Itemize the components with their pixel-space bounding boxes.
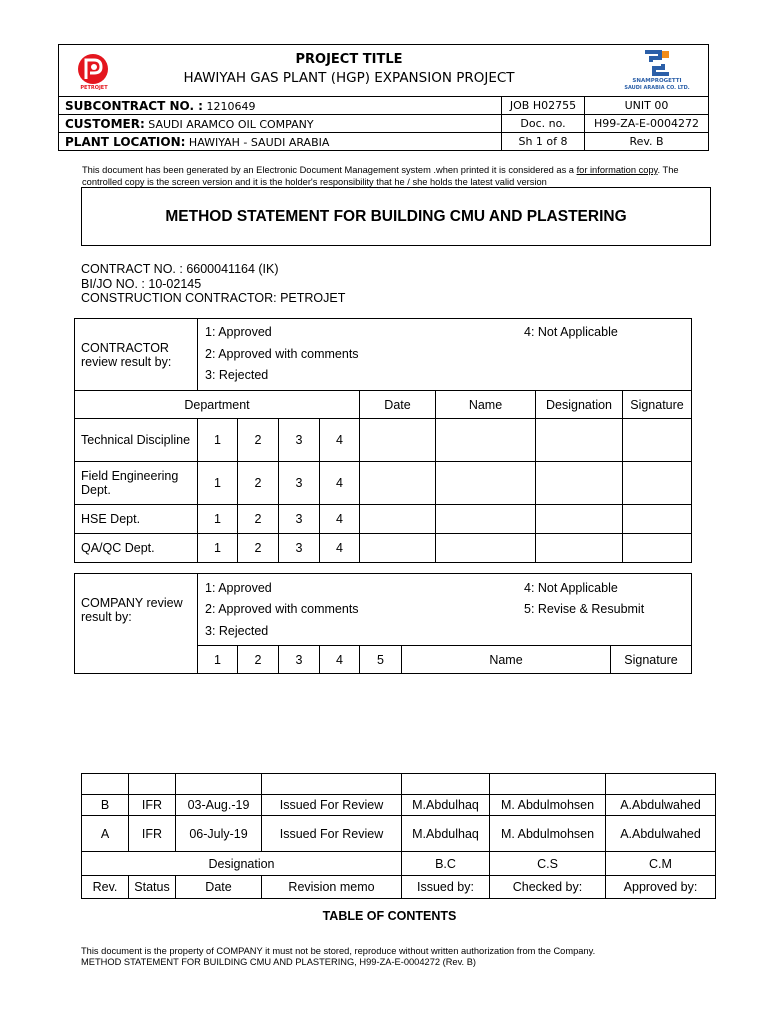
signature-cell[interactable] [623,534,692,563]
date-cell[interactable] [360,462,436,505]
code-4: 4 [320,534,360,563]
rev-date: 06-July-19 [176,816,262,852]
col-checked-by: Checked by: [490,876,606,899]
date-cell[interactable] [360,534,436,563]
subcontract-label: SUBCONTRACT NO. : [65,98,203,113]
table-row [75,534,692,563]
table-row [75,505,692,534]
company-opt-revise-resubmit: 5: Revise & Resubmit [524,602,645,616]
table-row [75,462,692,505]
subcontract-value: 1210649 [206,99,256,113]
company-code-2: 2 [238,646,279,674]
dept-hse: HSE Dept. [75,505,198,534]
company-opt-approved: 1: Approved [205,581,272,595]
col-approved-by: Approved by: [606,876,716,899]
contract-number: CONTRACT NO. : 6600041164 (IK) [81,262,279,276]
name-cell[interactable] [436,462,536,505]
contractor-opt-rejected: 3: Rejected [205,368,269,382]
designation-cell[interactable] [536,419,623,462]
edms-notice [82,164,714,188]
rev-checked-by: M. Abdulmohsen [490,816,606,852]
code-4: 4 [320,419,360,462]
designation-cell[interactable] [536,505,623,534]
subcontract-cell [59,97,502,115]
name-cell[interactable] [436,505,536,534]
code-1: 1 [198,462,238,505]
company-opt-not-applicable: 4: Not Applicable [524,581,618,595]
name-cell[interactable] [436,419,536,462]
document-title: METHOD STATEMENT FOR BUILDING CMU AND PLASTERING [165,208,627,225]
company-code-1: 1 [198,646,238,674]
col-signature: Signature [623,391,692,419]
snamprogetti-logo-line2: SAUDI ARABIA CO. LTD. [624,85,690,91]
bijo-number: BI/JO NO. : 10-02145 [81,276,202,291]
contractor-options-cell [198,319,692,391]
signature-cell[interactable] [623,419,692,462]
project-name: HAWIYAH GAS PLANT (HGP) EXPANSION PROJECT [183,70,515,86]
table-row [82,816,716,852]
contract-info [81,262,345,306]
title-cell [59,45,709,97]
document-title-box [81,187,711,246]
signature-cell[interactable] [623,505,692,534]
company-review-table [74,573,692,674]
footer-property-notice: This document is the property of COMPANY it must not be stored, reproduce without written authorization from the Company. [81,946,596,956]
table-of-contents-title: TABLE OF CONTENTS [322,909,457,923]
company-code-5: 5 [360,646,402,674]
col-date: Date [360,391,436,419]
code-3: 3 [279,419,320,462]
company-review-label: COMPANY review result by: [75,574,198,646]
contractor-opt-approved: 1: Approved [205,325,272,339]
customer-cell [59,115,502,133]
rev-approved-by: A.Abdulwahed [606,795,716,816]
date-cell[interactable] [360,419,436,462]
col-rev: Rev. [82,876,129,899]
job-number: JOB H02755 [502,97,585,115]
company-signature-header: Signature [611,646,692,674]
col-rev-date: Date [176,876,262,899]
construction-contractor: CONSTRUCTION CONTRACTOR: PETROJET [81,291,346,305]
designation-cell[interactable] [536,462,623,505]
col-designation: Designation [536,391,623,419]
rev-issued-by: M.Abdulhaq [402,816,490,852]
col-status: Status [129,876,176,899]
contractor-review-label: CONTRACTOR review result by: [75,319,198,391]
contractor-opt-not-applicable: 4: Not Applicable [524,325,618,339]
code-2: 2 [238,505,279,534]
code-3: 3 [279,534,320,563]
col-issued-by: Issued by: [402,876,490,899]
designation-cm: C.M [606,852,716,876]
code-3: 3 [279,462,320,505]
rev-memo: Issued For Review [262,795,402,816]
rev-issued-by: M.Abdulhaq [402,795,490,816]
designation-cell[interactable] [536,534,623,563]
rev-memo: Issued For Review [262,816,402,852]
company-opt-approved-comments: 2: Approved with comments [205,602,359,616]
col-name: Name [436,391,536,419]
notice-part2: . The controlled copy is the screen version and it is the holder's responsibility that he / she holds the latest valid version [82,165,679,187]
plant-location-cell [59,133,502,151]
code-2: 2 [238,419,279,462]
page-footer [81,946,595,968]
rev-approved-by: A.Abdulwahed [606,816,716,852]
revision-blank-row [82,774,716,795]
rev-status: IFR [129,816,176,852]
company-name-header: Name [402,646,611,674]
petrojet-logo [73,51,115,93]
code-1: 1 [198,419,238,462]
customer-value: SAUDI ARAMCO OIL COMPANY [148,117,314,131]
sheet-number: Sh 1 of 8 [502,133,585,151]
company-opt-rejected: 3: Rejected [205,624,269,638]
header-table [58,44,709,151]
snamprogetti-logo-line1: SNAMPROGETTI [632,78,682,84]
plant-location-label: PLANT LOCATION: [65,134,186,149]
doc-no-value: H99-ZA-E-0004272 [585,115,709,133]
col-department: Department [75,391,360,419]
company-code-4: 4 [320,646,360,674]
notice-part1: This document has been generated by an Electronic Document Management system .when printed it is considered as a [82,165,577,175]
revision-table [81,773,716,899]
code-2: 2 [238,534,279,563]
notice-link: for information copy [576,165,658,175]
project-title-label: PROJECT TITLE [295,52,403,67]
contractor-opt-approved-comments: 2: Approved with comments [205,347,359,361]
rev-code: B [82,795,129,816]
rev-code: A [82,816,129,852]
petrojet-logo-text: PETROJET [80,85,108,91]
col-revision-memo: Revision memo [262,876,402,899]
dept-technical: Technical Discipline [75,419,198,462]
code-1: 1 [198,534,238,563]
revision-code: Rev. B [585,133,709,151]
table-row [82,795,716,816]
company-options-cell [198,574,692,646]
code-3: 3 [279,505,320,534]
snamprogetti-logo [607,49,707,93]
doc-no-label: Doc. no. [502,115,585,133]
table-row [75,419,692,462]
code-4: 4 [320,462,360,505]
unit-number: UNIT 00 [585,97,709,115]
name-cell[interactable] [436,534,536,563]
signature-cell[interactable] [623,462,692,505]
rev-status: IFR [129,795,176,816]
designation-label: Designation [82,852,402,876]
designation-bc: B.C [402,852,490,876]
footer-document-ref: METHOD STATEMENT FOR BUILDING CMU AND PLASTERING, H99-ZA-E-0004272 (Rev. B) [81,957,477,967]
plant-location-value: HAWIYAH - SAUDI ARABIA [188,135,330,149]
company-code-3: 3 [279,646,320,674]
code-4: 4 [320,505,360,534]
designation-cs: C.S [490,852,606,876]
code-1: 1 [198,505,238,534]
rev-date: 03-Aug.-19 [176,795,262,816]
dept-qaqc: QA/QC Dept. [75,534,198,563]
company-label-spacer [75,646,198,674]
date-cell[interactable] [360,505,436,534]
code-2: 2 [238,462,279,505]
dept-field-engineering: Field Engineering Dept. [75,462,198,505]
revision-header-row [82,876,716,899]
contractor-review-table [74,318,692,563]
rev-checked-by: M. Abdulmohsen [490,795,606,816]
customer-label: CUSTOMER: [65,116,145,131]
